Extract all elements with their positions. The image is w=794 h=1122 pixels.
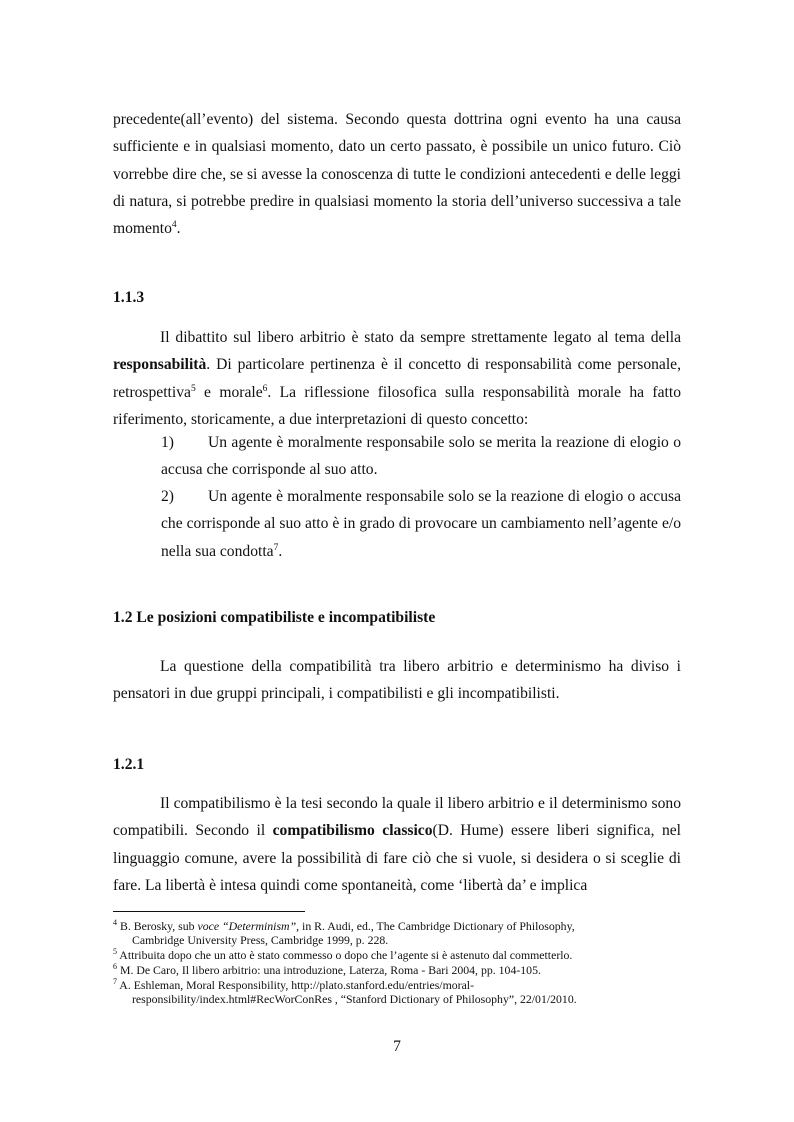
list-item-1: 1) Un agente è moralmente responsabile solo se merita la reazione di elogio o accusa che corrisponde al suo atto. — [161, 429, 681, 484]
list-item-2: 2) Un agente è moralmente responsabile solo se la reazione di elogio o accusa che corrisponde al suo atto è in grado di provocare un cambiamento nell’agente e/o nella sua condotta$^7$. — [161, 483, 681, 565]
footnote-ref-6[interactable]: 6 — [262, 383, 268, 394]
footnote-7: $^7$ A. Eshleman, Moral Responsibility, http://plato.stanford.edu/entries/moral- responsibility/index.html#RecWorConRes , “Stanford Dictionary of Philosophy”, 22/01/2010. — [113, 977, 577, 1006]
page-number: 7 — [393, 1038, 401, 1055]
paragraph-compatibility: La questione della compatibilità tra libero arbitrio e determinismo ha diviso i pensatori in due gruppi principali, i compatibilisti e gli incompatibilisti. — [113, 658, 681, 703]
paragraph-determinism: precedente(all’evento) del sistema. Secondo questa dottrina ogni evento ha una causa sufficiente e in qualsiasi momento, dato un certo passato, è possibile un unico futuro. Ciò vorrebbe dire che, se si avesse la conoscenza di tutte le condizioni antecedenti e delle leggi di natura, si potrebbe predire in qualsiasi momento la storia dell’universo successiva a tale momento$^4$. — [113, 111, 681, 238]
footnote-ref-5[interactable]: 5 — [190, 383, 196, 394]
paragraph-compatibilism: Il compatibilismo è la tesi secondo la quale il libero arbitrio e il determinismo sono compatibili. Secondo il compatibilismo classico(D. Hume) essere liberi significa, nel linguaggio comune, avere la possibilità di fare ciò che si vuole, si desidera o si sceglie di fare. La libertà è intesa quindi come spontaneità, come ‘libertà da’ e implica — [113, 795, 681, 894]
footnote-6: $^6$ M. De Caro, Il libero arbitrio: una introduzione, Laterza, Roma - Bari 2004, pp. 104-105. — [113, 962, 541, 977]
footnote-4: $^4$ B. Berosky, sub voce “Determinism”, in R. Audi, ed., The Cambridge Dictionary of Philosophy, Cambridge University Press, Cambridge 1999, p. 228. — [113, 918, 575, 947]
paragraph-responsibility: Il dibattito sul libero arbitrio è stato da sempre strettamente legato al tema della responsabilità. Di particolare pertinenza è il concetto di responsabilità come personale, retrospettiva$^5$ e morale$^6$. La riflessione filosofica sulla responsabilità morale ha fatto riferimento, storicamente, a due interpretazioni di questo concetto: — [113, 329, 682, 428]
section-heading-1-1-3: 1.1.3 — [113, 289, 145, 306]
footnote-divider — [113, 911, 305, 912]
section-heading-1-2-1: 1.2.1 — [113, 756, 145, 773]
section-heading-1-2: 1.2 Le posizioni compatibiliste e incompatibiliste — [113, 609, 436, 626]
footnote-ref-7[interactable]: 7 — [273, 542, 279, 553]
list-number: 1) — [161, 434, 174, 451]
list-number: 2) — [161, 488, 174, 505]
footnote-5: $^5$ Attribuita dopo che un atto è stato commesso o dopo che l’agente si è astenuto dal commetterlo. — [113, 947, 573, 962]
footnote-ref-4[interactable]: 4 — [171, 220, 177, 230]
